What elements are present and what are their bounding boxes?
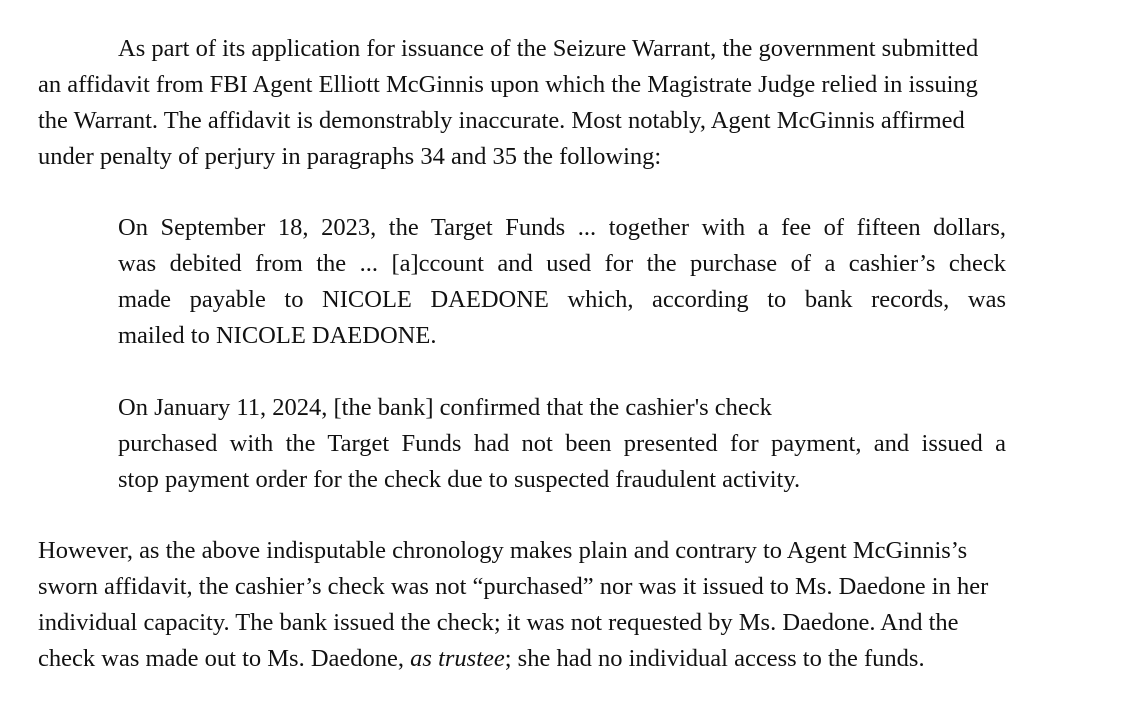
- closing-line-1: However, as the above indisputable chronology makes plain and contrary to Agent McGinnis’s: [38, 537, 968, 564]
- quote-one-line-3: made payable to NICOLE DAEDONE which, according to bank records, was: [118, 286, 1006, 313]
- intro-line-4: under penalty of perjury in paragraphs 34 and 35 the following:: [38, 143, 662, 170]
- closing-line-4-start: check was made out to Ms. Daedone,: [38, 645, 411, 672]
- quote-one-line-1: On September 18, 2023, the Target Funds ... together with a fee of fifteen dollars,: [118, 214, 1006, 241]
- closing-line-4-end: ; she had no individual access to the funds.: [504, 645, 925, 672]
- closing-line-2: sworn affidavit, the cashier’s check was not “purchased” nor was it issued to Ms. Daedone in her: [38, 573, 989, 600]
- intro-line-3: the Warrant. The affidavit is demonstrably inaccurate. Most notably, Agent McGinnis affirmed: [38, 107, 965, 134]
- quote-two-line-2: purchased with the Target Funds had not been presented for payment, and issued a: [118, 430, 1006, 457]
- as-trustee-emphasis: as trustee: [410, 645, 505, 672]
- quote-two-line-3: stop payment order for the check due to suspected fraudulent activity.: [118, 466, 801, 493]
- quote-one-line-4: mailed to NICOLE DAEDONE.: [118, 322, 437, 349]
- quote-one-line-2: was debited from the ... [a]ccount and used for the purchase of a cashier’s check: [118, 250, 1006, 277]
- intro-line-2: an affidavit from FBI Agent Elliott McGinnis upon which the Magistrate Judge relied in issuing: [38, 71, 978, 98]
- closing-line-4: [38, 641, 925, 677]
- closing-line-3: individual capacity. The bank issued the check; it was not requested by Ms. Daedone. And the: [38, 609, 959, 636]
- quote-two-line-1: On January 11, 2024, [the bank] confirmed that the cashier's check: [118, 394, 772, 421]
- intro-line-1: As part of its application for issuance of the Seizure Warrant, the government submitted: [118, 35, 979, 62]
